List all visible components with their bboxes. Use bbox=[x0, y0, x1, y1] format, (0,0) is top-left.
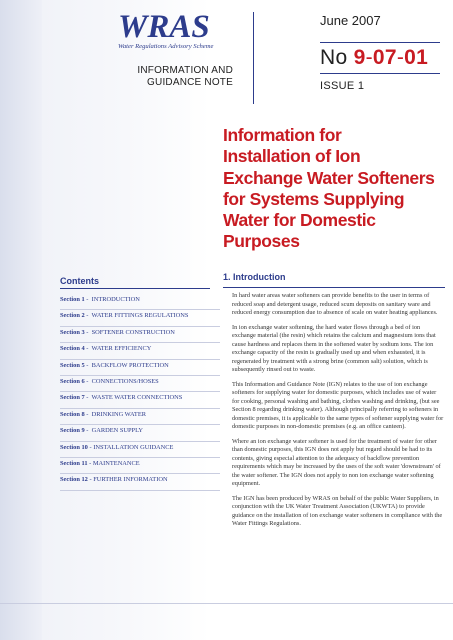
section-number: Section 11 bbox=[60, 459, 88, 467]
contents-item[interactable] bbox=[60, 409, 220, 425]
number-part-c: 01 bbox=[404, 46, 429, 69]
document-title bbox=[223, 125, 448, 253]
section-separator: - bbox=[84, 410, 92, 418]
document-type-line-2: GUIDANCE NOTE bbox=[147, 77, 233, 88]
document-number bbox=[320, 46, 428, 70]
number-dash: - bbox=[396, 46, 405, 69]
section-separator: - bbox=[84, 427, 92, 435]
section-separator: - bbox=[84, 361, 92, 369]
section-label: CONNECTIONS/HOSES bbox=[91, 377, 159, 385]
paragraph: In hard water areas water softeners can provide benefits to the user in terms of reduced soap and detergent usage, reduced scum deposits on sanitary ware and reduced energy consumption due to absence of scale on water heating appliances. bbox=[232, 292, 438, 316]
section-label: INSTALLATION GUIDANCE bbox=[93, 443, 174, 451]
section-label: FURTHER INFORMATION bbox=[93, 476, 168, 484]
title-line: Installation of Ion bbox=[223, 146, 361, 167]
section-heading: 1. Introduction bbox=[223, 272, 286, 282]
title-line: Exchange Water Softeners bbox=[223, 167, 435, 188]
number-part-b: 07 bbox=[372, 46, 397, 69]
section-separator: - bbox=[84, 296, 92, 303]
section-separator: - bbox=[84, 377, 92, 385]
section-number: Section 7 bbox=[60, 394, 85, 402]
contents-item[interactable] bbox=[60, 474, 220, 490]
section-number: Section 12 bbox=[60, 476, 88, 484]
wras-logo bbox=[118, 10, 238, 50]
section-number: Section 5 bbox=[60, 361, 85, 369]
publication-date: June 2007 bbox=[320, 13, 381, 28]
document-type bbox=[103, 65, 233, 89]
section-separator: - bbox=[87, 459, 93, 467]
section-rule bbox=[223, 287, 445, 288]
contents-rule bbox=[60, 288, 210, 289]
number-dash: - bbox=[365, 46, 373, 69]
section-separator: - bbox=[84, 394, 92, 402]
paragraph: Where an ion exchange water softener is used for the treatment of water for other than domestic purposes, this IGN does not apply but regard should be had to its contents, giving especial attention to the adequacy of backflow prevention requirements which may be increased by the uses of the soft water 'downstream' of the water softener. The IGN does not apply to non ion exchange water softening equipment. bbox=[232, 437, 441, 487]
logo-wordmark: WRAS bbox=[118, 9, 210, 45]
contents-list bbox=[60, 294, 220, 491]
section-label: DRINKING WATER bbox=[91, 410, 146, 418]
section-separator: - bbox=[84, 312, 92, 320]
footer-rule bbox=[0, 603, 453, 604]
paragraph: In ion exchange water softening, the hard water flows through a bed of ion exchange material (the resin) which retains the calcium and magnesium ions that cause hardness and replaces them in the softened water by sodium ions. The ion exchange capacity of the resin is gradually used up and when exhausted, it is regenerated by treatment with a strong brine (common salt) solution, which is subsequently rinsed out to waste. bbox=[232, 323, 436, 373]
logo-subtitle: Water Regulations Advisory Scheme bbox=[118, 43, 214, 50]
section-label: MAINTENANCE bbox=[92, 459, 140, 467]
paragraph: The IGN has been produced by WRAS on behalf of the public Water Suppliers, in conjunction with the UK Water Treatment Association (UKWTA) to provide guidance on the installation of ion exchange water softeners in compliance with the Water Fittings Regulations. bbox=[232, 494, 443, 527]
contents-item[interactable] bbox=[60, 310, 220, 326]
contents-item[interactable] bbox=[60, 294, 220, 310]
section-number: Section 1 bbox=[60, 296, 85, 303]
section-label: WATER EFFICIENCY bbox=[91, 345, 152, 353]
section-number: Section 10 bbox=[60, 443, 88, 451]
paragraph: This Information and Guidance Note (IGN) relates to the use of ion exchange softeners for supplying water for domestic purposes, which includes use of water for cooking, personal washing and bathing, clothes washing and drinking, (but see Section 8 regarding drinking water). Although principally referring to softeners in domestic premises, it is applicable to the same types of softener supplying water for domestic purposes in non-domestic premises (e.g. an office canteen). bbox=[232, 380, 444, 430]
contents-item[interactable] bbox=[60, 343, 220, 359]
section-label: WASTE WATER CONNECTIONS bbox=[91, 394, 183, 402]
number-part-a: 9 bbox=[353, 46, 366, 69]
section-number: Section 6 bbox=[60, 377, 85, 385]
document-type-line-1: INFORMATION AND bbox=[137, 65, 233, 76]
section-number: Section 2 bbox=[60, 312, 85, 320]
section-separator: - bbox=[87, 443, 94, 451]
contents-heading: Contents bbox=[60, 276, 99, 286]
section-separator: - bbox=[87, 476, 94, 484]
section-number: Section 4 bbox=[60, 345, 85, 353]
section-label: GARDEN SUPPLY bbox=[91, 427, 143, 435]
contents-item[interactable] bbox=[60, 392, 220, 408]
section-label: INTRODUCTION bbox=[91, 296, 140, 303]
contents-item[interactable] bbox=[60, 458, 220, 474]
section-number: Section 8 bbox=[60, 410, 85, 418]
contents-item[interactable] bbox=[60, 360, 220, 376]
title-line: Purposes bbox=[223, 231, 300, 252]
section-label: SOFTENER CONSTRUCTION bbox=[91, 328, 175, 336]
introduction-body bbox=[232, 292, 444, 535]
title-line: Water for Domestic bbox=[223, 210, 376, 231]
contents-item[interactable] bbox=[60, 327, 220, 343]
title-line: for Systems Supplying bbox=[223, 188, 405, 209]
contents-item[interactable] bbox=[60, 376, 220, 392]
section-separator: - bbox=[84, 328, 92, 336]
header-divider bbox=[253, 12, 254, 104]
contents-item[interactable] bbox=[60, 425, 220, 441]
number-prefix: No bbox=[320, 46, 354, 69]
title-line: Information for bbox=[223, 125, 342, 145]
section-number: Section 3 bbox=[60, 328, 85, 336]
section-label: WATER FITTINGS REGULATIONS bbox=[91, 312, 189, 320]
issue-number: ISSUE 1 bbox=[320, 80, 365, 92]
section-label: BACKFLOW PROTECTION bbox=[91, 361, 169, 369]
section-separator: - bbox=[84, 345, 92, 353]
contents-item[interactable] bbox=[60, 442, 220, 458]
section-number: Section 9 bbox=[60, 427, 85, 435]
